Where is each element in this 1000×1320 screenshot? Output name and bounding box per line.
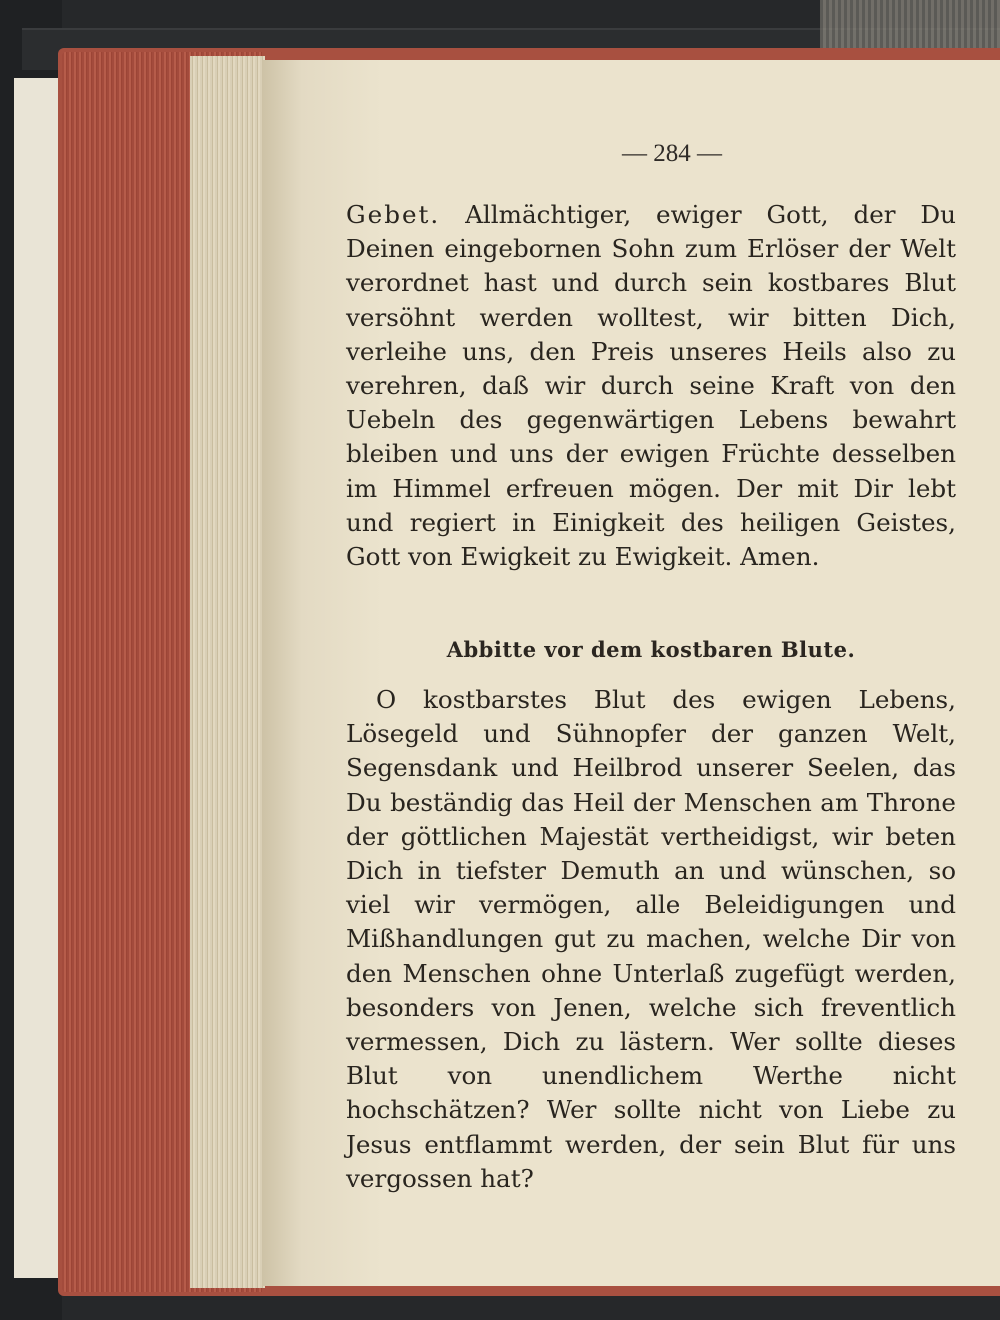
book-cover-edge (14, 78, 64, 1278)
section-paragraph: O kostbarstes Blut des ewigen Lebens, Lösegeld und Sühnopfer der ganzen Welt, Segensdank und Heilbrod unserer Seelen, das Du beständig das Heil der Menschen am Throne der göttlichen Majestät vertheidigst, wir beten Dich in tiefster Demuth an und wünschen, so viel wir vermögen, alle Beleidigungen und Mißhandlungen gut zu machen, welche Dir von den Menschen ohne Unterlaß zugefügt werden, besonders von Jenen, welche sich freventlich vermessen, Dich zu lästern. Wer sollte dieses Blut von unendlichem Werthe nicht hochschätzen? Wer sollte nicht von Liebe zu Jesus entflammt werden, der sein Blut für uns vergossen hat? (346, 685, 956, 1193)
prayer-paragraph (346, 198, 956, 574)
page-number: — 284 — (622, 140, 722, 167)
page-sheets (190, 56, 265, 1288)
prayer-text: Allmächtiger, ewiger Gott, der Du Deinen eingebornen Sohn zum Erlöser der Welt verordnet hast und durch sein kostbares Blut versöhnt werden wolltest, wir bitten Dich, verleihe uns, den Preis unseres Heils also zu verehren, daß wir durch seine Kraft von den Uebeln des gegenwärtigen Lebens bewahrt bleiben und uns der ewigen Früchte desselben im Himmel erfreuen mögen. Der mit Dir lebt und regiert in Einigkeit des heiligen Geistes, Gott von Ewigkeit zu Ewigkeit. Amen. (346, 200, 956, 572)
prayer-label: Gebet. (346, 200, 441, 229)
book-page (262, 60, 1000, 1286)
section-heading: Abbitte vor dem kostbaren Blute. (446, 637, 856, 662)
